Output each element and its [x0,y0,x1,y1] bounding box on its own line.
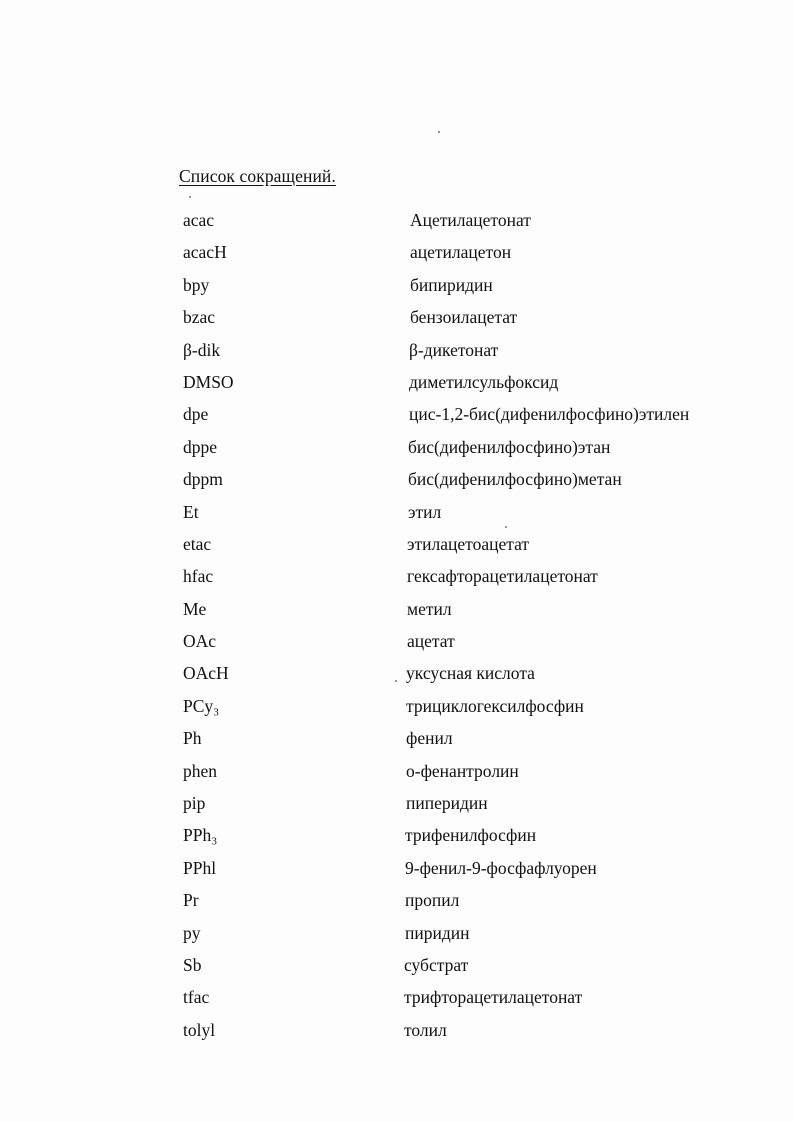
definition: гексафторацетилацетонат [407,566,598,587]
list-item [183,790,743,822]
scan-speck [395,680,397,682]
scan-speck [438,131,440,133]
abbreviation: DMSO [183,371,234,392]
definition: бипиридин [410,274,493,295]
list-item [183,855,743,887]
definition: пропил [405,890,460,911]
list-item [183,304,743,336]
list-item [183,466,743,498]
definition: бензоилацетат [410,307,518,328]
list-item [183,434,743,466]
list-item [183,239,743,271]
abbreviation: etac [183,533,212,554]
definition: пиридин [405,922,470,943]
abbreviation: bpy [183,274,210,295]
abbreviation: Ph [183,728,202,749]
abbreviation: pip [183,793,206,814]
definition: β-дикетонат [409,339,499,360]
abbreviation: phen [183,760,218,781]
definition: уксусная кислота [406,663,535,684]
definition: субстрат [404,954,469,975]
definition: Ацетилацетонат [410,210,531,230]
abbreviation: acac [183,210,215,230]
definition: диметилсульфоксид [409,371,559,392]
abbreviation-list [183,207,743,1049]
definition: 9-фенил-9-фосфафлуорен [405,857,597,878]
list-item [183,1017,743,1049]
list-item [183,887,743,919]
list-item [183,758,743,790]
definition: бис(дифенилфосфино)этан [408,436,611,457]
list-item [183,207,743,239]
abbreviation: tfac [183,987,210,1008]
definition: ацетат [407,631,455,652]
list-item [183,531,743,563]
scan-speck [505,526,507,528]
definition: трифторацетилацетонат [404,987,583,1008]
definition: бис(дифенилфосфино)метан [408,469,622,490]
abbreviation: PPh₃ [183,825,218,846]
page-title: Список сокращений. [179,166,336,186]
abbreviation: acacH [183,242,227,263]
list-item [183,660,743,692]
abbreviation: hfac [183,566,214,587]
list-item [183,337,743,369]
list-item [183,725,743,757]
list-item [183,628,743,660]
abbreviation: dppm [183,469,223,490]
definition: ацетилацетон [410,242,512,263]
abbreviation: PPhl [183,857,217,878]
definition: фенил [406,728,453,749]
abbreviation: OAc [183,631,217,652]
abbreviation: Me [183,598,207,619]
definition: этил [408,501,442,522]
abbreviation: bzac [183,307,216,328]
definition: метил [407,598,452,619]
definition: цис-1,2-бис(дифенилфосфино)этилен [409,404,690,425]
list-item [183,822,743,854]
abbreviation: dppe [183,436,218,457]
definition: этилацетоацетат [407,533,530,554]
abbreviation: β-dik [183,339,221,360]
list-item [183,984,743,1016]
abbreviation: OAcH [183,663,229,684]
definition: о-фенантролин [406,760,519,781]
definition: трициклогексилфосфин [406,695,584,716]
list-item [183,952,743,984]
list-item [183,272,743,304]
list-item [183,401,743,433]
definition: трифенилфосфин [405,825,537,846]
list-item [183,499,743,531]
scan-speck [189,196,191,198]
abbreviation: Pr [183,890,199,911]
list-item [183,596,743,628]
abbreviation: dpe [183,404,209,425]
abbreviation: py [183,922,201,943]
list-item [183,693,743,725]
list-item [183,369,743,401]
definition: пиперидин [406,793,488,814]
abbreviation: Sb [183,954,202,975]
abbreviation: PCy₃ [183,695,220,716]
list-item [183,920,743,952]
definition: толил [404,1019,447,1040]
abbreviation: tolyl [183,1019,216,1040]
abbreviation: Et [183,501,199,522]
list-item [183,563,743,595]
